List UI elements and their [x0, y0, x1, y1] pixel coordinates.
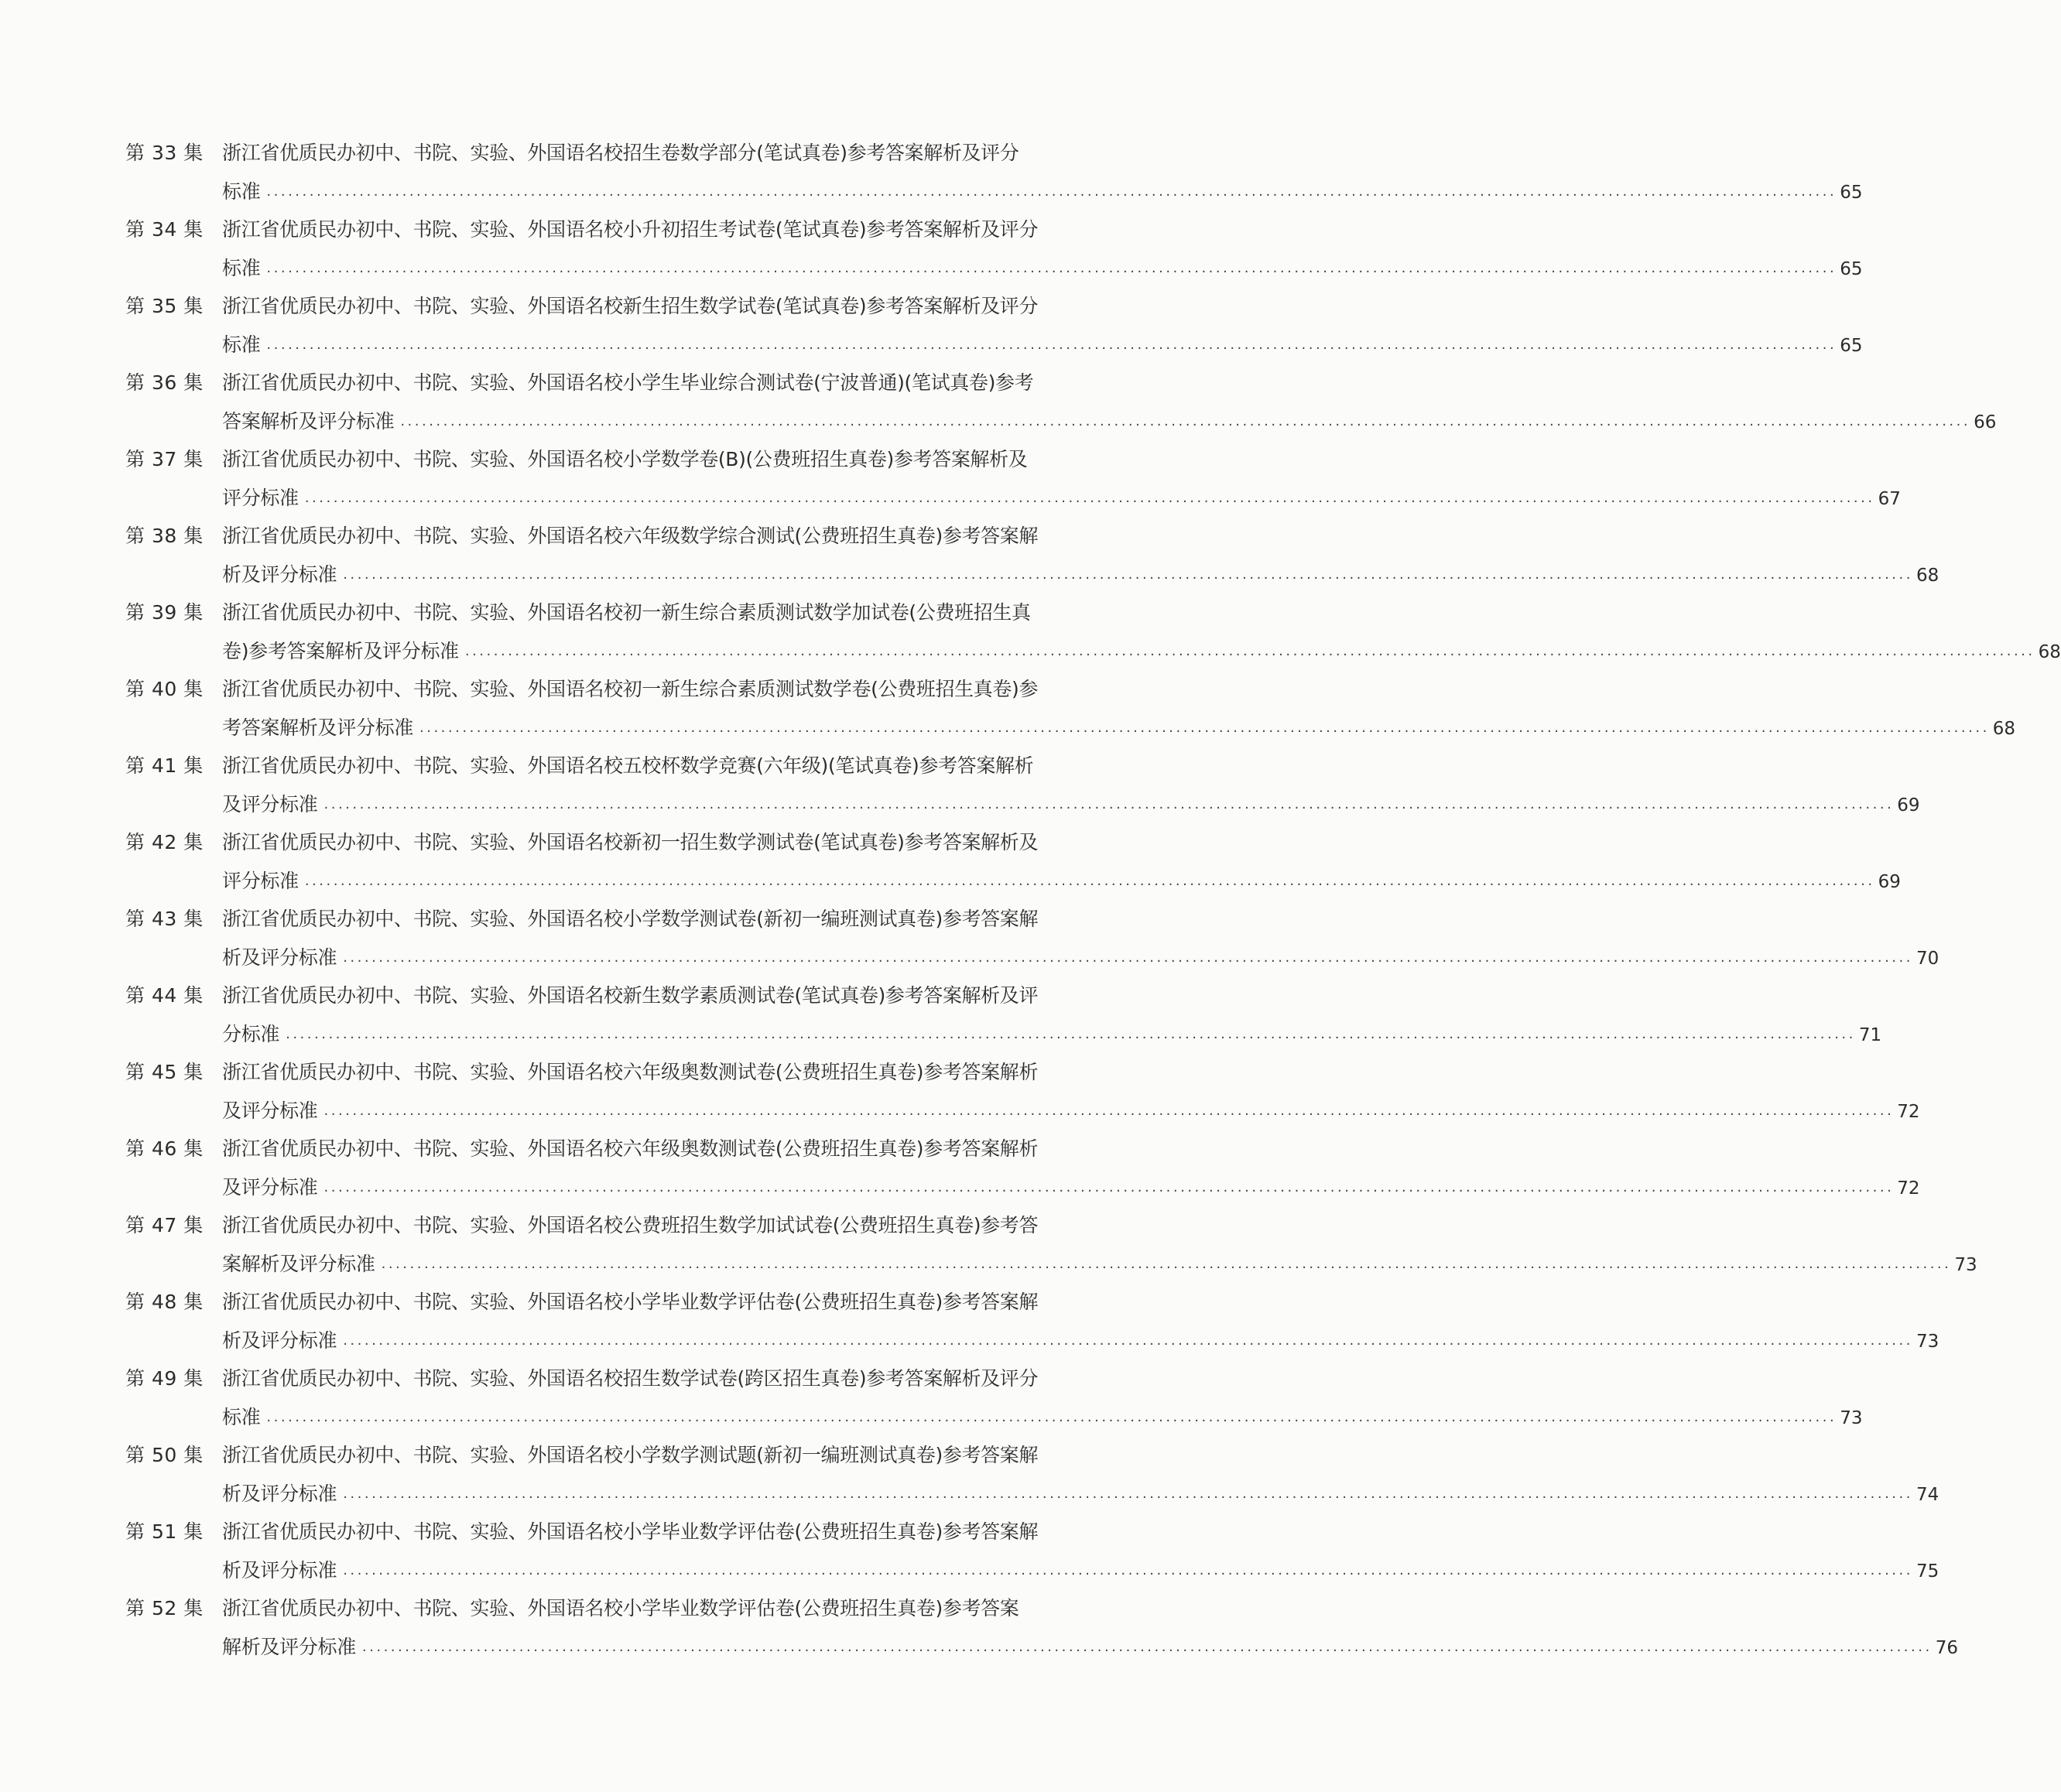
- dot-leader: ····························································································································································································································: [266, 1413, 1837, 1429]
- toc-entry-title: [222, 364, 1996, 443]
- toc-entry-label: 第 41 集: [125, 754, 204, 777]
- toc-entry-title: [222, 976, 1881, 1056]
- toc-entry-title-continuation: 标准: [222, 180, 261, 203]
- toc-entry: [125, 1513, 1939, 1589]
- toc-entry-page-number: 67: [1878, 489, 1901, 509]
- toc-entry-title-continuation: 及评分标准: [222, 1099, 318, 1122]
- toc-entry-title-line1: 浙江省优质民办初中、书院、实验、外国语名校招生卷数学部分(笔试真卷)参考答案解析及评分: [222, 142, 1019, 164]
- dot-leader: ····························································································································································································································: [266, 187, 1837, 203]
- dot-leader: ····························································································································································································································: [266, 340, 1837, 357]
- dot-leader: ····························································································································································································································: [343, 570, 1913, 587]
- dot-leader: ····························································································································································································································: [324, 1106, 1895, 1123]
- toc-entry: [125, 1283, 1939, 1359]
- toc-entry-title: [222, 1436, 1939, 1516]
- toc-entry-title-continuation: 析及评分标准: [222, 1559, 337, 1582]
- dot-leader: ····························································································································································································································: [464, 647, 2035, 663]
- toc-entry: [125, 823, 1901, 900]
- toc-entry-label: 第 47 集: [125, 1214, 204, 1236]
- toc-entry-title: [222, 1283, 1939, 1363]
- toc-entry-title: [222, 670, 2015, 750]
- toc-entry-label: 第 43 集: [125, 908, 204, 930]
- dot-leader: ····························································································································································································································: [400, 417, 1971, 433]
- toc-entry: [125, 210, 1863, 287]
- toc-entry-title-continuation: 析及评分标准: [222, 1329, 337, 1352]
- toc-entry-title-continuation: 标准: [222, 333, 261, 356]
- dot-leader: ····························································································································································································································: [324, 1183, 1895, 1199]
- toc-entry-title-line2: [222, 249, 1862, 290]
- toc-entry-title-line2: [222, 1015, 1881, 1056]
- toc-entry-title-continuation: 析及评分标准: [222, 946, 337, 969]
- toc-entry-title: [222, 1513, 1939, 1592]
- toc-entry-title-line1: 浙江省优质民办初中、书院、实验、外国语名校新生数学素质测试卷(笔试真卷)参考答案解析及评: [222, 984, 1039, 1007]
- toc-entry-title-continuation: 析及评分标准: [222, 563, 337, 586]
- toc-entry-page-number: 69: [1878, 872, 1901, 892]
- toc-entry-page-number: 73: [1840, 1408, 1863, 1428]
- toc-entry-label: 第 38 集: [125, 525, 204, 547]
- toc-entry-title-line2: [222, 1322, 1939, 1363]
- toc-entry: [125, 1436, 1939, 1513]
- toc-entry-title-line1: 浙江省优质民办初中、书院、实验、外国语名校招生数学试卷(跨区招生真卷)参考答案解析及评分: [222, 1367, 1039, 1390]
- toc-entry-page-number: 68: [1992, 719, 2016, 739]
- toc-entry-title-line2: [222, 479, 1901, 520]
- toc-entry-title-line1: 浙江省优质民办初中、书院、实验、外国语名校新初一招生数学测试卷(笔试真卷)参考答案解析及: [222, 831, 1039, 853]
- dot-leader: ····························································································································································································································: [343, 1336, 1913, 1353]
- toc-entry-title: [222, 287, 1862, 367]
- toc-entry-title-line1: 浙江省优质民办初中、书院、实验、外国语名校六年级奥数测试卷(公费班招生真卷)参考答案解析: [222, 1061, 1039, 1083]
- toc-entry-title-line1: 浙江省优质民办初中、书院、实验、外国语名校小学数学测试题(新初一编班测试真卷)参考答案解: [222, 1444, 1039, 1466]
- toc-entry-title-continuation: 考答案解析及评分标准: [222, 716, 414, 739]
- toc-entry-title-line1: 浙江省优质民办初中、书院、实验、外国语名校六年级数学综合测试(公费班招生真卷)参考答案解: [222, 525, 1039, 547]
- toc-entry-title-continuation: 解析及评分标准: [222, 1636, 356, 1658]
- toc-entry-label: 第 49 集: [125, 1367, 204, 1390]
- toc-entry-title-continuation: 及评分标准: [222, 793, 318, 816]
- toc-entry-label: 第 36 集: [125, 371, 204, 394]
- toc-entry-label: 第 45 集: [125, 1061, 204, 1083]
- toc-entry-page-number: 69: [1897, 795, 1920, 816]
- toc-entry-title-continuation: 标准: [222, 1406, 261, 1428]
- toc-entry-title-line1: 浙江省优质民办初中、书院、实验、外国语名校初一新生综合素质测试数学卷(公费班招生真卷)参: [222, 678, 1039, 700]
- toc-entry-page-number: 65: [1840, 336, 1863, 356]
- toc-entry-title: [222, 1359, 1862, 1439]
- dot-leader: ····························································································································································································································: [324, 800, 1895, 816]
- toc-entry: [125, 1589, 1958, 1666]
- toc-entry-page-number: 74: [1915, 1485, 1939, 1505]
- toc-entry-title-line2: [222, 709, 2015, 750]
- toc-entry-page-number: 68: [1915, 566, 1939, 586]
- toc-entry: [125, 287, 1863, 364]
- toc-entry-label: 第 33 集: [125, 142, 204, 164]
- toc-entry-title: [222, 1589, 1958, 1669]
- toc-entry-title: [222, 517, 1939, 597]
- toc-entry: [125, 976, 1882, 1053]
- toc-entry-title: [222, 593, 2061, 673]
- toc-entry: [125, 1130, 1920, 1206]
- toc-entry-title: [222, 134, 1862, 214]
- toc-entry-title-continuation: 卷)参考答案解析及评分标准: [222, 640, 459, 662]
- toc-entry-title-line2: [222, 1551, 1939, 1592]
- toc-entry-title: [222, 823, 1901, 903]
- dot-leader: ····························································································································································································································: [419, 723, 1990, 740]
- dot-leader: ····························································································································································································································: [304, 877, 1875, 893]
- toc-entry-title-line1: 浙江省优质民办初中、书院、实验、外国语名校六年级奥数测试卷(公费班招生真卷)参考答案解析: [222, 1137, 1039, 1160]
- toc-entry-title-line2: [222, 785, 1920, 826]
- toc-entry-title-line2: [222, 1168, 1920, 1209]
- toc-entry-title-line1: 浙江省优质民办初中、书院、实验、外国语名校小升初招生考试卷(笔试真卷)参考答案解析及评分: [222, 218, 1039, 241]
- toc-entry-title-line2: [222, 1245, 1977, 1286]
- toc-entry-page-number: 68: [2038, 642, 2061, 662]
- toc-entry-title: [222, 440, 1901, 520]
- toc-entry-label: 第 44 集: [125, 984, 204, 1007]
- toc-entry-title-line2: [222, 1092, 1920, 1133]
- toc-entry-title-line2: [222, 556, 1939, 597]
- toc-entry-page-number: 66: [1974, 412, 1997, 433]
- toc-entry-title-line1: 浙江省优质民办初中、书院、实验、外国语名校小学毕业数学评估卷(公费班招生真卷)参考答案解: [222, 1520, 1039, 1543]
- toc-entry-label: 第 40 集: [125, 678, 204, 700]
- toc-entry-title: [222, 1053, 1920, 1133]
- toc-entry-title-line1: 浙江省优质民办初中、书院、实验、外国语名校初一新生综合素质测试数学加试卷(公费班招生真: [222, 601, 1031, 624]
- table-of-contents: [125, 134, 2061, 1666]
- toc-entry-page-number: 76: [1935, 1638, 1958, 1658]
- toc-entry-title-line1: 浙江省优质民办初中、书院、实验、外国语名校小学毕业数学评估卷(公费班招生真卷)参考答案: [222, 1597, 1019, 1619]
- toc-entry-page-number: 72: [1897, 1178, 1920, 1199]
- dot-leader: ····························································································································································································································: [343, 953, 1913, 970]
- toc-entry-title: [222, 900, 1939, 980]
- toc-entry-label: 第 37 集: [125, 448, 204, 470]
- dot-leader: ····························································································································································································································: [286, 1030, 1856, 1046]
- toc-entry-page-number: 71: [1858, 1025, 1882, 1045]
- toc-entry-label: 第 52 集: [125, 1597, 204, 1619]
- toc-entry: [125, 900, 1939, 976]
- toc-entry-title-line2: [222, 632, 2061, 673]
- toc-entry: [125, 1206, 1977, 1283]
- toc-entry-title-line2: [222, 862, 1901, 903]
- toc-entry: [125, 1053, 1920, 1130]
- toc-entry-title-continuation: 评分标准: [222, 487, 299, 509]
- toc-entry-page-number: 65: [1840, 183, 1863, 203]
- toc-entry-title-line1: 浙江省优质民办初中、书院、实验、外国语名校五校杯数学竞赛(六年级)(笔试真卷)参考答案解析: [222, 754, 1034, 777]
- toc-entry-title-continuation: 及评分标准: [222, 1176, 318, 1199]
- toc-entry-page-number: 72: [1897, 1102, 1920, 1122]
- toc-entry-title-line2: [222, 402, 1996, 443]
- toc-entry-title: [222, 1130, 1920, 1209]
- toc-entry-label: 第 48 集: [125, 1291, 204, 1313]
- dot-leader: ····························································································································································································································: [381, 1260, 1952, 1276]
- toc-entry-title-continuation: 答案解析及评分标准: [222, 410, 395, 433]
- toc-entry: [125, 364, 1997, 440]
- toc-entry: [125, 747, 1920, 823]
- toc-entry-label: 第 50 集: [125, 1444, 204, 1466]
- toc-entry-title-line2: [222, 1628, 1958, 1669]
- toc-entry: [125, 134, 1863, 210]
- toc-entry-title-line1: 浙江省优质民办初中、书院、实验、外国语名校新生招生数学试卷(笔试真卷)参考答案解析及评分: [222, 295, 1039, 317]
- toc-entry-page-number: 73: [1915, 1332, 1939, 1352]
- toc-entry-title-continuation: 标准: [222, 257, 261, 279]
- toc-entry-title-line2: [222, 1475, 1939, 1516]
- dot-leader: ····························································································································································································································: [266, 264, 1837, 280]
- toc-entry-label: 第 35 集: [125, 295, 204, 317]
- toc-entry-label: 第 51 集: [125, 1520, 204, 1543]
- toc-entry-title-line1: 浙江省优质民办初中、书院、实验、外国语名校公费班招生数学加试试卷(公费班招生真卷)参考答: [222, 1214, 1039, 1236]
- toc-entry-title-line2: [222, 1398, 1862, 1439]
- toc-entry-title-continuation: 案解析及评分标准: [222, 1253, 375, 1275]
- toc-entry: [125, 593, 2061, 670]
- dot-leader: ····························································································································································································································: [304, 494, 1875, 510]
- toc-entry: [125, 670, 2016, 747]
- toc-entry-title: [222, 1206, 1977, 1286]
- toc-entry-label: 第 39 集: [125, 601, 204, 624]
- toc-entry-title: [222, 210, 1862, 290]
- toc-entry-page-number: 73: [1954, 1255, 1977, 1275]
- toc-entry-page-number: 65: [1840, 259, 1863, 279]
- toc-entry: [125, 517, 1939, 593]
- toc-entry-label: 第 34 集: [125, 218, 204, 241]
- toc-entry-title: [222, 747, 1920, 826]
- toc-entry-label: 第 46 集: [125, 1137, 204, 1160]
- toc-entry-title-line1: 浙江省优质民办初中、书院、实验、外国语名校小学生毕业综合测试卷(宁波普通)(笔试真卷)参考: [222, 371, 1034, 394]
- toc-entry: [125, 1359, 1863, 1436]
- toc-entry-title-continuation: 评分标准: [222, 870, 299, 892]
- toc-entry-title-continuation: 分标准: [222, 1023, 280, 1045]
- toc-entry-title-line2: [222, 939, 1939, 980]
- toc-entry-page-number: 75: [1915, 1561, 1939, 1582]
- toc-entry-title-line1: 浙江省优质民办初中、书院、实验、外国语名校小学毕业数学评估卷(公费班招生真卷)参考答案解: [222, 1291, 1039, 1313]
- toc-entry-label: 第 42 集: [125, 831, 204, 853]
- toc-entry: [125, 440, 1901, 517]
- toc-entry-title-line2: [222, 173, 1862, 214]
- toc-entry-page-number: 70: [1915, 949, 1939, 969]
- toc-entry-title-continuation: 析及评分标准: [222, 1483, 337, 1505]
- dot-leader: ····························································································································································································································: [361, 1643, 1933, 1659]
- toc-entry-title-line2: [222, 326, 1862, 367]
- dot-leader: ····························································································································································································································: [343, 1489, 1913, 1506]
- toc-entry-title-line1: 浙江省优质民办初中、书院、实验、外国语名校小学数学测试卷(新初一编班测试真卷)参考答案解: [222, 908, 1039, 930]
- dot-leader: ····························································································································································································································: [343, 1566, 1913, 1582]
- toc-entry-title-line1: 浙江省优质民办初中、书院、实验、外国语名校小学数学卷(B)(公费班招生真卷)参考答案解析及: [222, 448, 1028, 470]
